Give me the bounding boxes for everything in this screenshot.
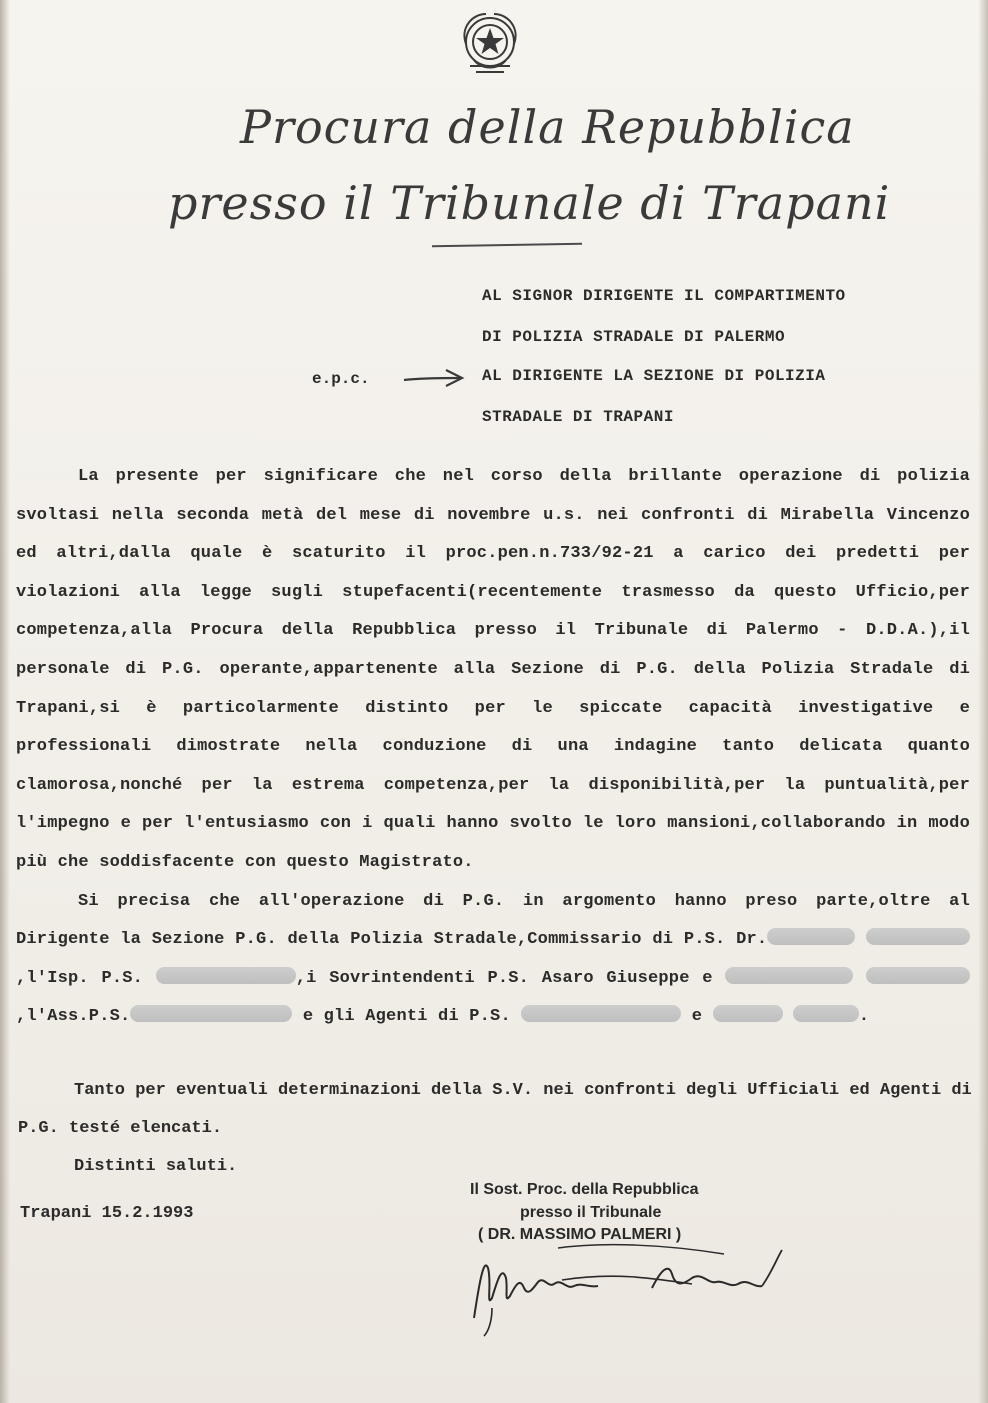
page-edge-shadow-left xyxy=(0,0,10,1403)
recipient-line-3: AL DIRIGENTE LA SEZIONE DI POLIZIA xyxy=(482,367,826,385)
epc-label: e.p.c. xyxy=(312,370,370,388)
letter-date: Trapani 15.2.1993 xyxy=(20,1204,194,1223)
redaction-box xyxy=(156,967,296,984)
letter-body xyxy=(16,458,970,1037)
signer-office: presso il Tribunale xyxy=(520,1204,662,1221)
redaction-box xyxy=(130,1005,292,1022)
closing-paragraph: Tanto per eventuali determinazioni della S.V. nei confronti degli Ufficiali ed Agenti di P.G. testé elencati. xyxy=(18,1081,972,1138)
body-paragraph-2 xyxy=(16,883,970,1037)
paragraph-2-text-e: e gli Agenti di P.S. xyxy=(302,1007,511,1027)
arrow-right-icon xyxy=(402,367,466,389)
redaction-box xyxy=(713,1005,783,1022)
recipient-line-4: STRADALE DI TRAPANI xyxy=(482,408,674,426)
salutation: Distinti saluti. xyxy=(74,1157,238,1176)
signer-name: ( DR. MASSIMO PALMERI ) xyxy=(478,1226,682,1243)
redaction-box xyxy=(866,928,970,945)
letter-closing xyxy=(18,1072,972,1186)
letterhead-line-1: Procura della Repubblica xyxy=(240,100,855,154)
paragraph-2-text-d: ,l'Ass.P.S. xyxy=(16,1007,131,1027)
paragraph-2-text-a: Si precisa che all'operazione di P.G. in argomento hanno preso parte,oltre al Dirigente la Sezione P.G. della Polizia Stradale,Commissario di P.S. Dr. xyxy=(16,891,970,950)
recipient-line-1: AL SIGNOR DIRIGENTE IL COMPARTIMENTO xyxy=(482,287,846,305)
redaction-box xyxy=(793,1005,859,1022)
body-paragraph-1: La presente per significare che nel corso della brillante operazione di polizia svoltasi nella seconda metà del mese di novembre u.s. nei confronti di Mirabella Vincenzo ed altri,dalla quale è scaturito il proc.pen.n.733/92-21 a carico dei predetti per violazioni alla legge sugli stupefacenti(recentemente trasmesso da questo Ufficio,per competenza,alla Procura della Repubblica presso il Tribunale di Palermo - D.D.A.),il personale di P.G. operante,appartenente alla Sezione di P.G. della Polizia Stradale di Trapani,si è particolarmente distinto per le spiccate capacità investigative e professionali dimostrate nella conduzione di una indagine tanto delicata quanto clamorosa,nonché per la estrema competenza,per la disponibilità,per la puntualità,per l'impegno e per l'entusiasmo con i quali hanno svolto le loro mansioni,collaborando in modo più che soddisfacente con questo Magistrato. xyxy=(16,467,970,872)
paragraph-2-text-b: ,l'Isp. P.S. xyxy=(16,968,144,988)
redaction-box xyxy=(725,967,853,984)
handwritten-signature xyxy=(462,1238,802,1338)
redaction-box xyxy=(521,1005,681,1022)
paragraph-2-text-g: . xyxy=(858,1007,870,1027)
page-edge-shadow-right xyxy=(978,0,988,1403)
signer-title: Il Sost. Proc. della Repubblica xyxy=(470,1181,699,1198)
paragraph-2-text-c: ,i Sovrintendenti P.S. Asaro Giuseppe e xyxy=(295,968,713,988)
recipient-line-2: DI POLIZIA STRADALE DI PALERMO xyxy=(482,328,786,346)
paragraph-2-text-f: e xyxy=(691,1007,703,1027)
redaction-box xyxy=(767,928,855,945)
redaction-box xyxy=(866,967,970,984)
italian-republic-emblem-icon xyxy=(458,8,522,78)
letterhead-line-2: presso il Tribunale di Trapani xyxy=(168,176,891,230)
